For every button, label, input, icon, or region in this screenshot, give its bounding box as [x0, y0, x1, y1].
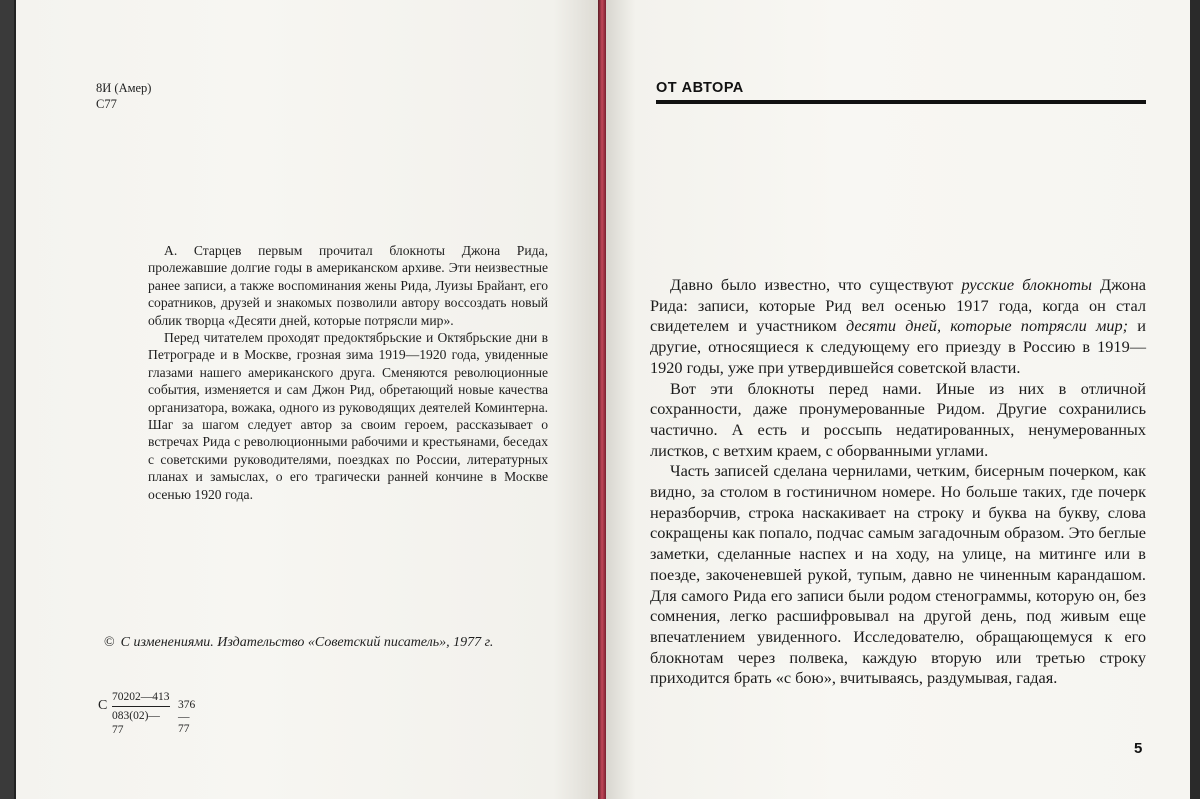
right-page [606, 0, 1190, 799]
page-number: 5 [1134, 740, 1143, 757]
library-classification [96, 80, 151, 112]
book-spine [598, 0, 606, 799]
copyright-line [104, 635, 493, 651]
text-run: Джона Рида: записи, которые Рид вел осенью 1917 года, когда он стал свидетелем и участником [650, 275, 1147, 336]
body-paragraph [650, 275, 1146, 379]
annotation-paragraph: Перед читателем проходят предоктябрьские и Октябрьские дни в Петрограде и в Москве, грозная зима 1919—1920 года, увиденные глазами нашего американского друга. Сменяются революционные события, изменяется и сам Джон Рид, обретающий новые качества организатора, вожака, одного из руководящих деятелей Коминтерна. Шаг за шагом следует автор за своим героем, рассказывает о встречах Рида с революционными рабочими и крестьянами, беседах с советскими руководителями, поездках по России, литературных планах и замыслах, о его трагически ранней кончине в Москве осенью 1920 года. [148, 330, 548, 502]
index-denominator: 083(02)—77 [112, 706, 170, 737]
text-run: Давно было известно, что существуют [670, 275, 962, 294]
index-letter: С [98, 698, 108, 713]
left-page [14, 0, 600, 799]
index-tail: 376—77 [178, 699, 196, 735]
italic-run: русские блокноты [961, 275, 1092, 294]
body-paragraph: Вот эти блокноты перед нами. Иные из них в отличной сохранности, даже пронумерованные Ридом. Другие сохранились частично. А есть и россыпь недатированных, ненумерованных листков, с ветхим краем, с оборванными углами. [650, 378, 1146, 460]
heading-rule [656, 100, 1146, 104]
chapter-body [650, 275, 1146, 689]
library-code-line: С77 [96, 97, 117, 111]
library-code-line: 8И (Амер) [96, 81, 152, 95]
index-fraction [112, 690, 170, 737]
text-run: и другие, относящиеся к следующему его приезду в Россию в 1919—1920 годы, уже при утвердившейся советской власти. [650, 316, 1146, 377]
annotation-paragraph: А. Старцев первым прочитал блокноты Джона Рида, пролежавшие долгие годы в американском архиве. Эти неизвестные ранее записи, а также воспоминания жены Рида, Луизы Брайант, его соратников, друзей и знакомых позволили автору воссоздать новый облик творца «Десяти дней, которые потрясли мир». [148, 243, 548, 328]
copyright-text: С изменениями. Издательство «Советский писатель», 1977 г. [120, 635, 494, 650]
scan-edge [1190, 0, 1200, 799]
copyright-symbol: © [104, 635, 115, 650]
index-numerator: 70202—413 [112, 691, 170, 703]
book-annotation [148, 242, 548, 503]
body-paragraph: Часть записей сделана чернилами, четким, бисерным почерком, как видно, за столом в гостиничном номере. Но больше таких, где почерк неразборчив, строка наскакивает на строку и буква на букву, слова сокращены как попало, подчас самым загадочным образом. Это беглые заметки, сделанные наспех и на ходу, на улице, на митинге или в поезде, закоченевшей рукой, тупым, давно не чиненным карандашом. Для самого Рида его записи были родом стенограммы, которую он, без сомнения, легко расшифровывал на другой день, под живым еще впечатлением увиденного. Исследователю, обращающемуся к его блокнотам через полвека, каждую вторую или третью строку приходится брать «с бою», вчитываясь, раздумывая, гадая. [650, 461, 1146, 688]
chapter-heading: ОТ АВТОРА [656, 80, 744, 96]
italic-run: десяти дней, которые потрясли мир; [845, 316, 1129, 336]
